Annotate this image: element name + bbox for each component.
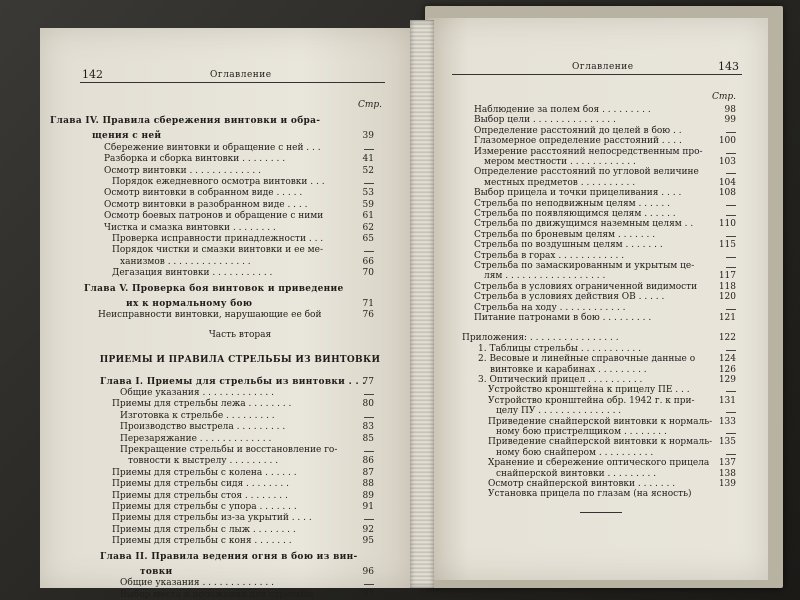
toc-dash (364, 149, 374, 150)
toc-entry: 3. Оптический прицел . . . . . . . . . . (478, 375, 643, 385)
toc-entry: 1. Таблицы стрельбы . . . . . . . . . . . (478, 343, 642, 354)
toc-entry: Приемы для стрельбы стоя . . . . . . . . (112, 490, 288, 501)
toc-entry: Осмотр снайперской винтовки . . . . . . . (488, 479, 676, 489)
toc-dash (726, 350, 736, 351)
toc-entry: Изготовка к стрельбе . . . . . . . . . (120, 410, 275, 421)
toc-page-number: 77 (362, 376, 374, 387)
end-rule (580, 512, 622, 513)
toc-entry: их к нормальному бою (126, 299, 253, 309)
right-header-rule (452, 74, 742, 75)
toc-entry: Приведение снайперской винтовки к нормаль- (488, 416, 713, 427)
toc-entry: Определение расстояний до целей в бою . . (474, 125, 682, 136)
toc-entry: Устройство кронштейна обр. 1942 г. к при- (488, 395, 695, 406)
right-running-head: Оглавление (572, 62, 634, 72)
toc-entry: товки (140, 567, 173, 577)
toc-entry: Глава IV. Правила сбережения винтовки и обра- (50, 116, 321, 126)
toc-page-number: 97 (362, 589, 374, 600)
toc-entry: Стрельба в горах . . . . . . . . . . . . (474, 250, 625, 261)
toc-entry: Глава V. Проверка боя винтовок и приведение (84, 283, 344, 294)
toc-entry: Приложения: . . . . . . . . . . . . . . . . (462, 333, 619, 344)
toc-entry: Наблюдение за полем боя . . . . . . . . . (474, 105, 651, 115)
toc-entry: Осмотр боевых патронов и обращение с ними (104, 211, 324, 222)
toc-page-number: 86 (362, 456, 374, 467)
toc-page-number: 120 (718, 292, 736, 303)
toc-page-number: 92 (362, 524, 374, 535)
toc-entry: Приемы для стрельбы лежа . . . . . . . . (112, 399, 292, 410)
toc-dash (726, 205, 736, 206)
toc-dash (726, 236, 736, 237)
toc-entry: Чистка и смазка винтовки . . . . . . . . (104, 222, 276, 233)
toc-entry: Устройство кронштейна к прицелу ПЕ . . . (488, 385, 690, 396)
toc-dash (364, 584, 374, 585)
toc-entry: Питание патронами в бою . . . . . . . . . (474, 313, 652, 323)
left-column-label: Стр. (358, 100, 383, 110)
toc-page-number: 91 (362, 502, 374, 512)
toc-page-number: 135 (718, 437, 736, 448)
toc-entry: Производство выстрела . . . . . . . . . (120, 422, 286, 433)
toc-entry: ному бою пристрелщиком . . . . . . . . (496, 427, 667, 437)
toc-dash (726, 433, 736, 434)
book-spine-gutter (410, 20, 434, 588)
toc-entry: Приемы для стрельбы с лыж . . . . . . . . (112, 524, 296, 535)
toc-entry: Осмотр винтовки в разобранном виде . . . . (104, 199, 308, 210)
right-page-number: 143 (718, 60, 739, 73)
toc-page-number: 104 (718, 177, 736, 188)
toc-entry: Порядок ежедневного осмотра винтовки . . . (112, 177, 325, 187)
toc-dash (726, 391, 736, 392)
toc-entry: Приемы для стрельбы сидя . . . . . . . . (112, 479, 289, 490)
toc-page-number: 85 (362, 433, 374, 444)
toc-entry: Стрельба по движущимся наземным целям . . (474, 219, 694, 230)
toc-entry: мером местности . . . . . . . . . . . . (484, 157, 636, 167)
toc-page-number: 121 (718, 313, 736, 323)
toc-page-number: 61 (362, 211, 374, 222)
toc-page-number: 115 (718, 240, 736, 251)
toc-entry: Разборка и сборка винтовки . . . . . . . . (104, 154, 286, 165)
toc-entry: Выбор прицела и точки прицеливания . . . . (474, 188, 682, 199)
toc-dash (726, 454, 736, 455)
toc-page-number: 41 (362, 154, 374, 165)
toc-entry: Приемы для стрельбы с упора . . . . . . . (112, 502, 297, 512)
toc-dash (364, 251, 374, 252)
toc-entry: Дегазация винтовки . . . . . . . . . . . (112, 268, 273, 279)
toc-page-number: 70 (362, 268, 374, 279)
left-running-head: Оглавление (210, 70, 272, 80)
toc-entry: Общие указания . . . . . . . . . . . . . (120, 578, 274, 589)
toc-dash (726, 412, 736, 413)
toc-entry: Прекращение стрельбы и восстановление го- (120, 445, 338, 455)
toc-entry: Приемы для стрельбы с коня . . . . . . . (112, 536, 292, 547)
toc-entry: Проверка исправности принадлежности . . . (112, 234, 324, 244)
toc-entry: ханизмов . . . . . . . . . . . . . . . (120, 256, 251, 267)
toc-page-number: 108 (718, 188, 736, 199)
toc-entry: Стрельба по воздушным целям . . . . . . . (474, 240, 663, 251)
toc-page-number: 83 (362, 422, 374, 433)
toc-entry: Приемы для стрельбы из-за укрытий . . . . (112, 513, 312, 524)
toc-entry: Стрельба в условиях ограниченной видимости (474, 281, 698, 292)
toc-page-number: 59 (362, 199, 374, 210)
toc-dash (364, 394, 374, 395)
toc-page-number: 62 (362, 222, 374, 233)
toc-entry: местных предметов . . . . . . . . . . (484, 177, 636, 188)
toc-page-number: 118 (718, 281, 736, 292)
toc-entry: Глазомерное определение расстояний . . . . (474, 136, 682, 147)
toc-page-number: 89 (362, 490, 374, 501)
toc-page-number: 95 (362, 536, 374, 547)
toc-page-number: 138 (718, 468, 736, 479)
toc-page-number: 53 (362, 188, 374, 199)
toc-entry: 2. Весовые и линейные справочные данные о (478, 354, 696, 365)
toc-entry: Стрельба по появляющимся целям . . . . . . (474, 209, 676, 219)
toc-page-number: 133 (718, 416, 736, 427)
toc-entry: Глава II. Правила ведения огня в бою из вин- (100, 551, 358, 562)
toc-page-number: 126 (718, 364, 736, 375)
left-page-number: 142 (82, 68, 103, 81)
toc-page-number: 71 (362, 299, 374, 309)
toc-entry: Стрельба на ходу . . . . . . . . . . . . (474, 302, 626, 313)
toc-entry: Осмотр винтовки . . . . . . . . . . . . . (104, 165, 261, 176)
toc-page-number: 100 (718, 136, 736, 147)
toc-page-number: 87 (362, 467, 374, 478)
toc-page-number: 122 (718, 333, 736, 344)
toc-page-number: 98 (724, 105, 736, 115)
toc-entry: Определение расстояний по угловой величине (474, 167, 699, 178)
toc-entry: Измерение расстояний непосредственным про- (474, 146, 703, 157)
toc-page-number: 124 (718, 354, 736, 365)
toc-dash (726, 132, 736, 133)
toc-entry: Стрельба в условиях действия ОВ . . . . . (474, 292, 665, 303)
toc-entry: Неисправности винтовки, нарушающие ее бой (98, 310, 322, 321)
toc-entry: ПРИЕМЫ И ПРАВИЛА СТРЕЛЬБЫ ИЗ ВИНТОВКИ (99, 355, 381, 366)
toc-entry: Сбережение винтовки и обращение с ней . . . (104, 142, 321, 153)
right-column-label: Стр. (712, 92, 737, 102)
toc-entry: Установка прицела по глазам (на ясность) (488, 489, 692, 500)
toc-entry: Приведение снайперской винтовки к нормаль- (488, 437, 713, 448)
toc-page-number: 39 (362, 131, 374, 142)
toc-page-number: 129 (718, 375, 736, 385)
toc-entry: винтовке и карабинах . . . . . . . . . (490, 364, 647, 375)
toc-page-number: 96 (362, 567, 374, 577)
toc-entry: Перезаряжание . . . . . . . . . . . . . (120, 433, 272, 444)
toc-entry: Осмотр винтовки в собранном виде . . . . . (104, 188, 303, 199)
toc-entry: целу ПУ . . . . . . . . . . . . . . . (496, 406, 622, 417)
toc-entry: Стрельба по замаскированным и укрытым це- (474, 261, 695, 271)
toc-page-number: 88 (362, 479, 374, 490)
toc-dash (364, 451, 374, 452)
toc-entry: товности к выстрелу . . . . . . . . . (128, 456, 279, 467)
toc-page-number: 65 (362, 234, 374, 244)
toc-page-number: 52 (362, 165, 374, 176)
toc-dash (726, 153, 736, 154)
toc-entry: Общие указания . . . . . . . . . . . . . (120, 388, 274, 398)
toc-entry: щения с ней (92, 131, 162, 142)
toc-entry: ному бою снайпером . . . . . . . . . . (496, 447, 654, 458)
toc-page-number: 137 (718, 458, 736, 469)
toc-dash (726, 257, 736, 258)
toc-entry: Стрельба по неподвижным целям . . . . . . (474, 198, 670, 209)
toc-page-number: 66 (362, 256, 374, 267)
toc-page-number: 117 (718, 271, 736, 282)
toc-entry: Порядок чистки и смазки винтовки и ее ме- (112, 245, 324, 256)
toc-page-number: 103 (718, 157, 736, 167)
toc-dash (364, 417, 374, 418)
toc-entry: Выбор цели . . . . . . . . . . . . . . . (474, 115, 616, 126)
toc-entry: Выбор места и положения для стрельбы . . (120, 589, 325, 600)
toc-entry: Приемы для стрельбы с колена . . . . . . (112, 467, 297, 478)
toc-entry: снайперской винтовки . . . . . . . . . (496, 468, 657, 479)
toc-dash (726, 309, 736, 310)
toc-dash (364, 519, 374, 520)
toc-entry: Хранение и сбережение оптического прицела (488, 458, 710, 469)
toc-dash (364, 183, 374, 184)
left-header-rule (80, 82, 385, 83)
toc-page-number: 80 (362, 399, 374, 410)
toc-page-number: 131 (718, 395, 736, 406)
toc-dash (726, 173, 736, 174)
toc-entry: Стрельба по броневым целям . . . . . . . (474, 229, 656, 240)
toc-page-number: 76 (362, 310, 374, 321)
toc-entry: Часть вторая (208, 329, 272, 340)
toc-page-number: 110 (718, 219, 736, 230)
toc-entry: лям . . . . . . . . . . . . . . . . . . (484, 271, 606, 282)
toc-page-number: 99 (724, 115, 736, 126)
toc-dash (726, 267, 736, 268)
toc-page-number: 139 (718, 479, 736, 489)
toc-dash (726, 215, 736, 216)
toc-entry: Глава I. Приемы для стрельбы из винтовки . . . (100, 376, 366, 387)
